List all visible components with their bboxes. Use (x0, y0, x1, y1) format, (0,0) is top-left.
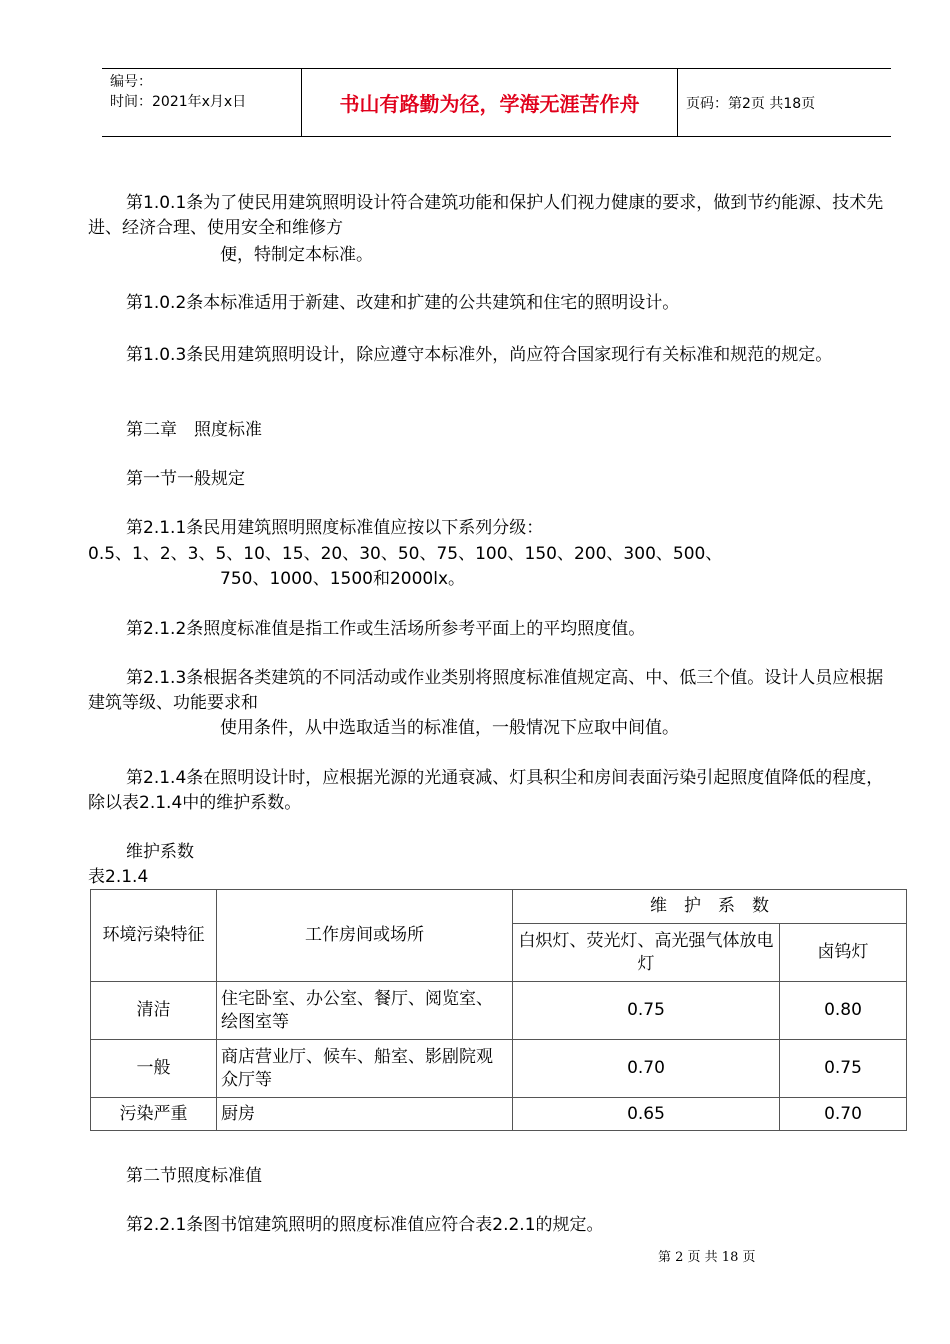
time-label: 时间：2021年x月x日 (110, 94, 247, 110)
table-row (91, 1098, 907, 1131)
cell-value-2: 0.70 (780, 1098, 907, 1131)
number-label: 编号： (110, 74, 152, 90)
paragraph-1-0-2: 第1.0.2条本标准适用于新建、改建和扩建的公共建筑和住宅的照明设计。 (126, 293, 680, 313)
table-row (91, 982, 907, 1040)
paragraph-1-0-1-continued: 便，特制定本标准。 (220, 245, 373, 265)
cell-value-1: 0.70 (513, 1040, 780, 1098)
illuminance-series-line-1: 0.5、1、2、3、5、10、15、20、30、50、75、100、150、200、300、500、 (88, 544, 723, 564)
illuminance-series-line-2: 750、1000、1500和2000lx。 (220, 569, 466, 589)
table-row (91, 1040, 907, 1098)
cell-env: 清洁 (91, 982, 217, 1040)
paragraph-2-1-1: 第2.1.1条民用建筑照明照度标准值应按以下系列分级： (126, 518, 544, 538)
header-factor: 维 护 系 数 (513, 890, 907, 924)
paragraph-2-2-1: 第2.2.1条图书馆建筑照明的照度标准值应符合表2.2.1的规定。 (126, 1215, 604, 1235)
header-lamp-2: 卤钨灯 (780, 924, 907, 982)
cell-value-1: 0.75 (513, 982, 780, 1040)
header-lamp-1: 白炽灯、荧光灯、高光强气体放电灯 (513, 924, 780, 982)
cell-value-2: 0.80 (780, 982, 907, 1040)
page-footer: 第 2 页 共 18 页 (658, 1250, 756, 1265)
section-heading-2: 第二节照度标准值 (126, 1166, 262, 1186)
header-page-info: 页码：第2页 共18页 (686, 95, 816, 112)
paragraph-2-1-2: 第2.1.2条照度标准值是指工作或生活场所参考平面上的平均照度值。 (126, 619, 646, 639)
cell-room: 商店营业厅、候车、船室、影剧院观众厅等 (217, 1040, 513, 1098)
paragraph-1-0-3: 第1.0.3条民用建筑照明设计，除应遵守本标准外，尚应符合国家现行有关标准和规范的规定。 (126, 345, 833, 365)
table-caption: 维护系数 (126, 842, 194, 862)
header-room: 工作房间或场所 (217, 890, 513, 982)
section-heading-1: 第一节一般规定 (126, 469, 245, 489)
paragraph-2-1-3: 第2.1.3条根据各类建筑的不同活动或作业类别将照度标准值规定高、中、低三个值。设计人员应根据建筑等级、功能要求和 (88, 668, 884, 713)
paragraph-2-1-3-continued: 使用条件，从中选取适当的标准值，一般情况下应取中间值。 (220, 718, 679, 738)
cell-env: 污染严重 (91, 1098, 217, 1131)
cell-room: 住宅卧室、办公室、餐厅、阅览室、绘图室等 (217, 982, 513, 1040)
header-motto: 书山有路勤为径，学海无涯苦作舟 (302, 69, 678, 136)
maintenance-factor-table (90, 889, 907, 1131)
table-header-row (91, 890, 907, 924)
paragraph-1-0-1: 第1.0.1条为了使民用建筑照明设计符合建筑功能和保护人们视力健康的要求，做到节约能源、技术先进、经济合理、使用安全和维修方 (88, 193, 884, 238)
cell-value-1: 0.65 (513, 1098, 780, 1131)
cell-room: 厨房 (217, 1098, 513, 1131)
cell-value-2: 0.75 (780, 1040, 907, 1098)
page-header (102, 68, 891, 137)
cell-env: 一般 (91, 1040, 217, 1098)
chapter-heading: 第二章 照度标准 (126, 420, 262, 440)
header-meta (102, 69, 302, 136)
header-env: 环境污染特征 (91, 890, 217, 982)
table-label: 表2.1.4 (88, 867, 149, 887)
paragraph-2-1-4: 第2.1.4条在照明设计时，应根据光源的光通衰减、灯具积尘和房间表面污染引起照度值降低的程度，除以表2.1.4中的维护系数。 (88, 768, 884, 813)
